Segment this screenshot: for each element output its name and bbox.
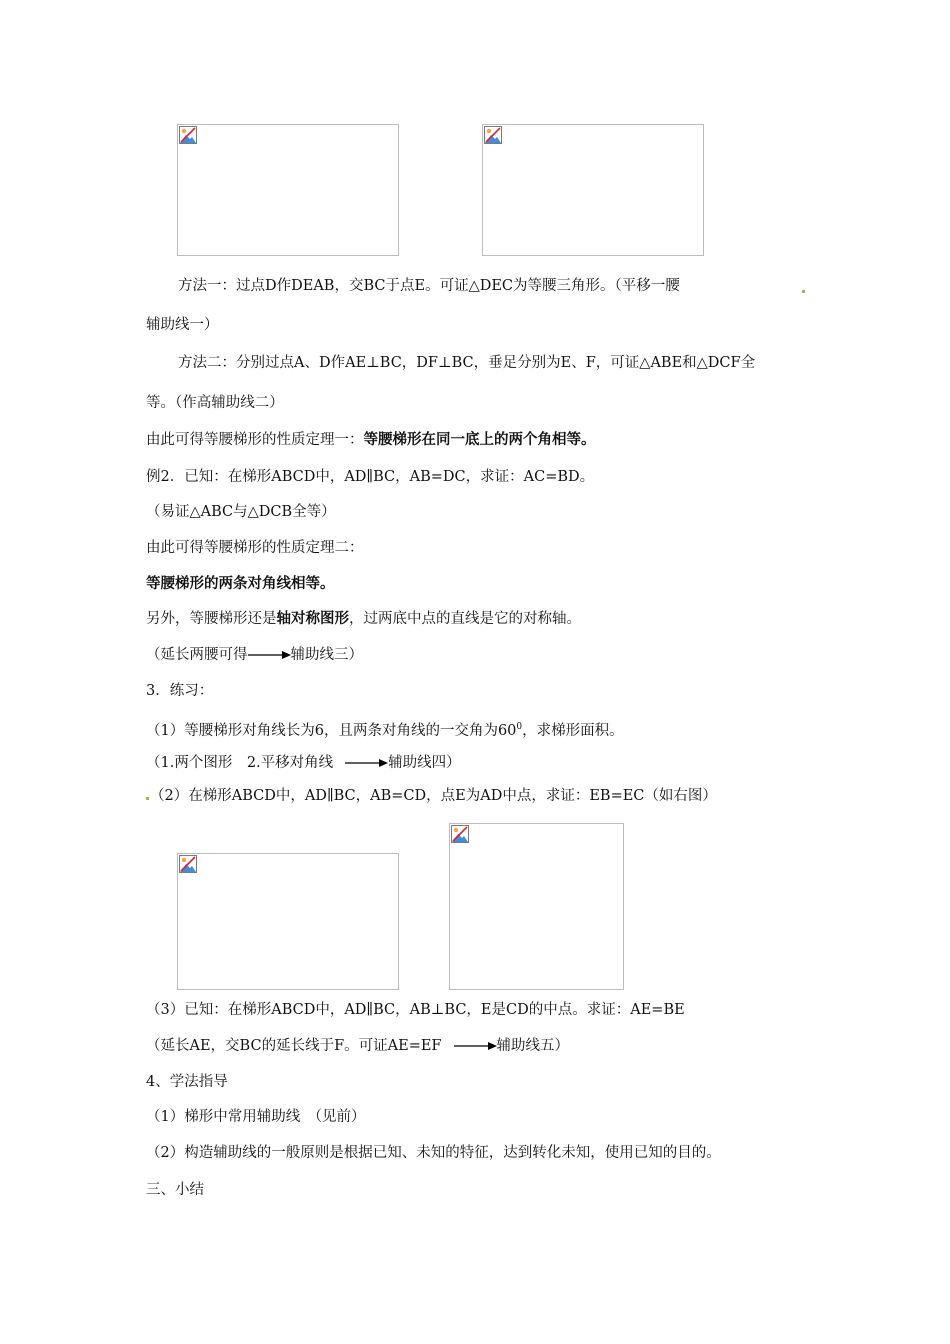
symmetry-term: 轴对称图形 xyxy=(276,611,349,627)
broken-image-icon xyxy=(179,126,197,144)
theorem-one-statement: 等腰梯形在同一底上的两个角相等。 xyxy=(363,432,596,448)
broken-image-icon xyxy=(484,126,502,144)
summary-heading: 三、小结 xyxy=(146,1182,204,1198)
method-two: 方法二：分别过点A、D作AE⊥BC，DF⊥BC，垂足分别为E、F，可证△ABE和△DCF全 xyxy=(178,355,756,371)
stray-mark xyxy=(802,290,805,293)
broken-image-icon xyxy=(179,855,197,873)
exercise-one-a: （1）等腰梯形对角线长为6，且两条对角线的一交角为60 xyxy=(146,723,517,739)
exercise-three-hint-b: 辅助线五） xyxy=(496,1038,569,1054)
exercise-one-hint-b: 辅助线四） xyxy=(388,755,461,771)
example-two-hint: （易证△ABC与△DCB全等） xyxy=(146,504,336,520)
figure-placeholder-4 xyxy=(449,823,624,990)
exercise-three: （3）已知：在梯形ABCD中，AD∥BC，AB⊥BC，E是CD的中点。求证：AE=BE xyxy=(146,1002,685,1018)
arrow-right-icon xyxy=(454,1041,497,1051)
broken-image-icon xyxy=(451,825,469,843)
symmetry-note-a: 另外，等腰梯形还是 xyxy=(146,611,277,627)
theorem-one-intro: 由此可得等腰梯形的性质定理一： xyxy=(146,432,364,448)
study-guide-one: （1）梯形中常用辅助线 （见前） xyxy=(146,1109,366,1125)
exercise-three-hint-a: （延长AE，交BC的延长线于F。可证AE=EF xyxy=(146,1038,442,1054)
example-two: 例2．已知：在梯形ABCD中，AD∥BC，AB=DC，求证：AC=BD。 xyxy=(146,469,595,485)
arrow-right-icon xyxy=(345,758,388,768)
figure-placeholder-2 xyxy=(482,124,704,256)
aux-line-three-b: 辅助线三） xyxy=(290,647,363,663)
method-two-cont: 等。（作高辅助线二） xyxy=(146,395,284,411)
exercise-one-hint xyxy=(146,753,461,773)
exercise-one xyxy=(146,717,624,741)
figure-placeholder-1 xyxy=(177,124,399,256)
exercise-one-b: ，求梯形面积。 xyxy=(522,723,624,739)
exercise-one-degree: 0 xyxy=(516,722,523,732)
aux-line-three-a: （延长两腰可得 xyxy=(146,647,248,663)
theorem-two-intro: 由此可得等腰梯形的性质定理二： xyxy=(146,540,364,556)
figure-placeholder-3 xyxy=(177,853,399,990)
symmetry-note xyxy=(146,609,581,629)
aux-line-three xyxy=(146,645,363,665)
study-guide-heading: 4、学法指导 xyxy=(146,1074,228,1090)
method-one-cont: 辅助线一） xyxy=(146,317,219,333)
exercise-two: （2）在梯形ABCD中，AD∥BC，AB=CD，点E为AD中点，求证：EB=EC（如右图） xyxy=(150,788,717,804)
symmetry-note-c: ，过两底中点的直线是它的对称轴。 xyxy=(349,611,581,627)
theorem-two-statement: 等腰梯形的两条对角线相等。 xyxy=(146,576,335,592)
study-guide-two: （2）构造辅助线的一般原则是根据已知、未知的特征，达到转化未知，使用已知的目的。 xyxy=(146,1145,721,1161)
arrow-right-icon xyxy=(248,650,291,660)
method-one: 方法一：过点D作DEAB，交BC于点E。可证△DEC为等腰三角形。（平移一腰 xyxy=(178,278,680,294)
theorem-one xyxy=(146,430,596,450)
exercise-three-hint xyxy=(146,1036,569,1056)
exercise-heading: 3．练习： xyxy=(146,683,214,699)
stray-mark xyxy=(146,797,149,800)
exercise-one-hint-a: （1.两个图形 2.平移对角线 xyxy=(146,755,334,771)
